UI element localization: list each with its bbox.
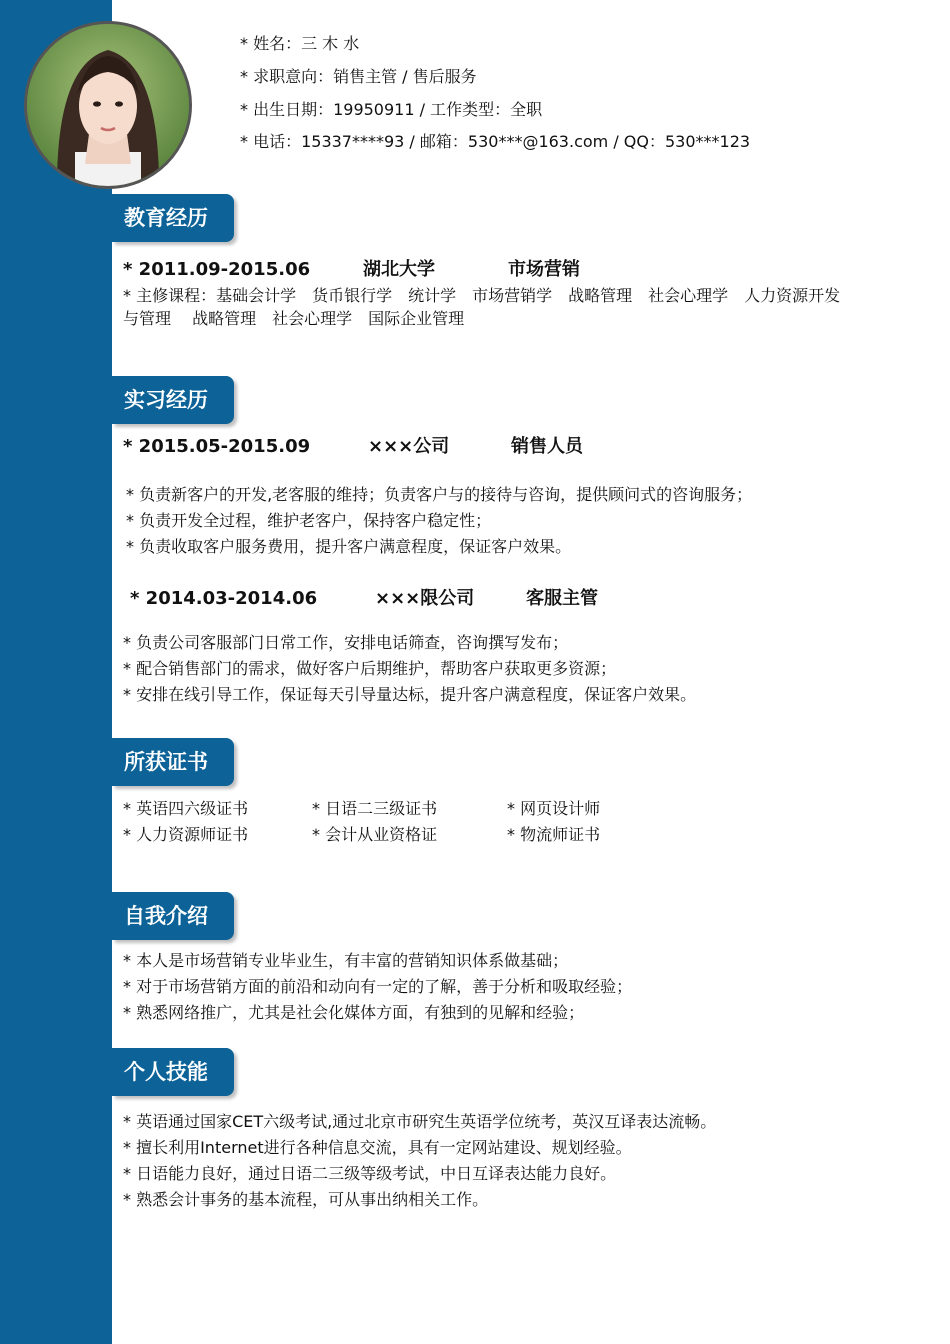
skill-item: * 日语能力良好，通过日语二三级等级考试，中日互译表达能力良好。: [123, 1164, 617, 1183]
certificate-item: * 人力资源师证书: [123, 825, 249, 844]
job1-item: * 负责收取客户服务费用，提升客户满意程度，保证客户效果。: [126, 537, 572, 556]
intro-item: * 熟悉网络推广，尤其是社会化媒体方面，有独到的见解和经验；: [123, 1003, 585, 1022]
job1-date: * 2015.05-2015.09: [123, 436, 311, 457]
job2-company: ×××限公司: [375, 588, 475, 609]
job2-date: * 2014.03-2014.06: [130, 588, 318, 609]
job1-item: * 负责开发全过程，维护老客户，保持客户稳定性；: [126, 511, 492, 530]
job2-item: * 配合销售部门的需求，做好客户后期维护，帮助客户获取更多资源；: [123, 659, 617, 678]
section-tab-certificates: [112, 738, 234, 786]
certificate-item: * 物流师证书: [507, 825, 601, 844]
sidebar-band: [0, 0, 112, 1344]
section-tab-skills: [112, 1048, 234, 1096]
skill-item: * 擅长利用Internet进行各种信息交流，具有一定网站建设、规划经验。: [123, 1138, 632, 1157]
education-header: [123, 259, 723, 281]
job2-header: [130, 588, 730, 610]
section-tab-internship: [112, 376, 234, 424]
education-courses-1: * 主修课程：基础会计学 货币银行学 统计学 市场营销学 战略管理 社会心理学 人力资源开发: [123, 286, 841, 305]
profile-photo: [24, 21, 192, 189]
job1-item: * 负责新客户的开发,老客服的维持；负责客户与的接待与咨询，提供顾问式的咨询服务；: [126, 485, 753, 504]
education-courses-2: 与管理 战略管理 社会心理学 国际企业管理: [123, 309, 465, 328]
skill-item: * 熟悉会计事务的基本流程，可从事出纳相关工作。: [123, 1190, 489, 1209]
job1-role: 销售人员: [511, 436, 583, 457]
intent-line: * 求职意向：销售主管 / 售后服务: [240, 67, 477, 86]
certificate-item: * 英语四六级证书: [123, 799, 249, 818]
job2-item: * 安排在线引导工作，保证每天引导量达标，提升客户满意程度，保证客户效果。: [123, 685, 697, 704]
section-tab-intro: [112, 892, 234, 940]
education-date: * 2011.09-2015.06: [123, 259, 311, 280]
intro-item: * 对于市场营销方面的前沿和动向有一定的了解，善于分析和吸取经验；: [123, 977, 633, 996]
education-major: 市场营销: [508, 259, 580, 280]
section-title-education: 教育经历: [124, 206, 208, 230]
name-line: * 姓名：三 木 水: [240, 34, 360, 53]
skill-item: * 英语通过国家CET六级考试,通过北京市研究生英语学位统考，英汉互译表达流畅。: [123, 1112, 717, 1131]
job2-role: 客服主管: [526, 588, 598, 609]
certificate-item: * 网页设计师: [507, 799, 601, 818]
section-title-internship: 实习经历: [124, 388, 208, 412]
section-title-certificates: 所获证书: [124, 750, 208, 774]
birth-line: * 出生日期：19950911 / 工作类型：全职: [240, 100, 543, 119]
contact-line: * 电话：15337****93 / 邮箱：530***@163.com / QQ：530***123: [240, 132, 751, 151]
job1-company: ×××公司: [368, 436, 450, 457]
intro-item: * 本人是市场营销专业毕业生，有丰富的营销知识体系做基础；: [123, 951, 569, 970]
education-school: 湖北大学: [363, 259, 435, 280]
certificate-item: * 日语二三级证书: [312, 799, 438, 818]
section-title-skills: 个人技能: [124, 1060, 208, 1084]
job2-item: * 负责公司客服部门日常工作，安排电话筛查，咨询撰写发布；: [123, 633, 569, 652]
section-title-intro: 自我介绍: [124, 904, 208, 928]
job1-header: [123, 436, 723, 458]
avatar-image: [27, 24, 189, 186]
certificate-item: * 会计从业资格证: [312, 825, 438, 844]
section-tab-education: [112, 194, 234, 242]
